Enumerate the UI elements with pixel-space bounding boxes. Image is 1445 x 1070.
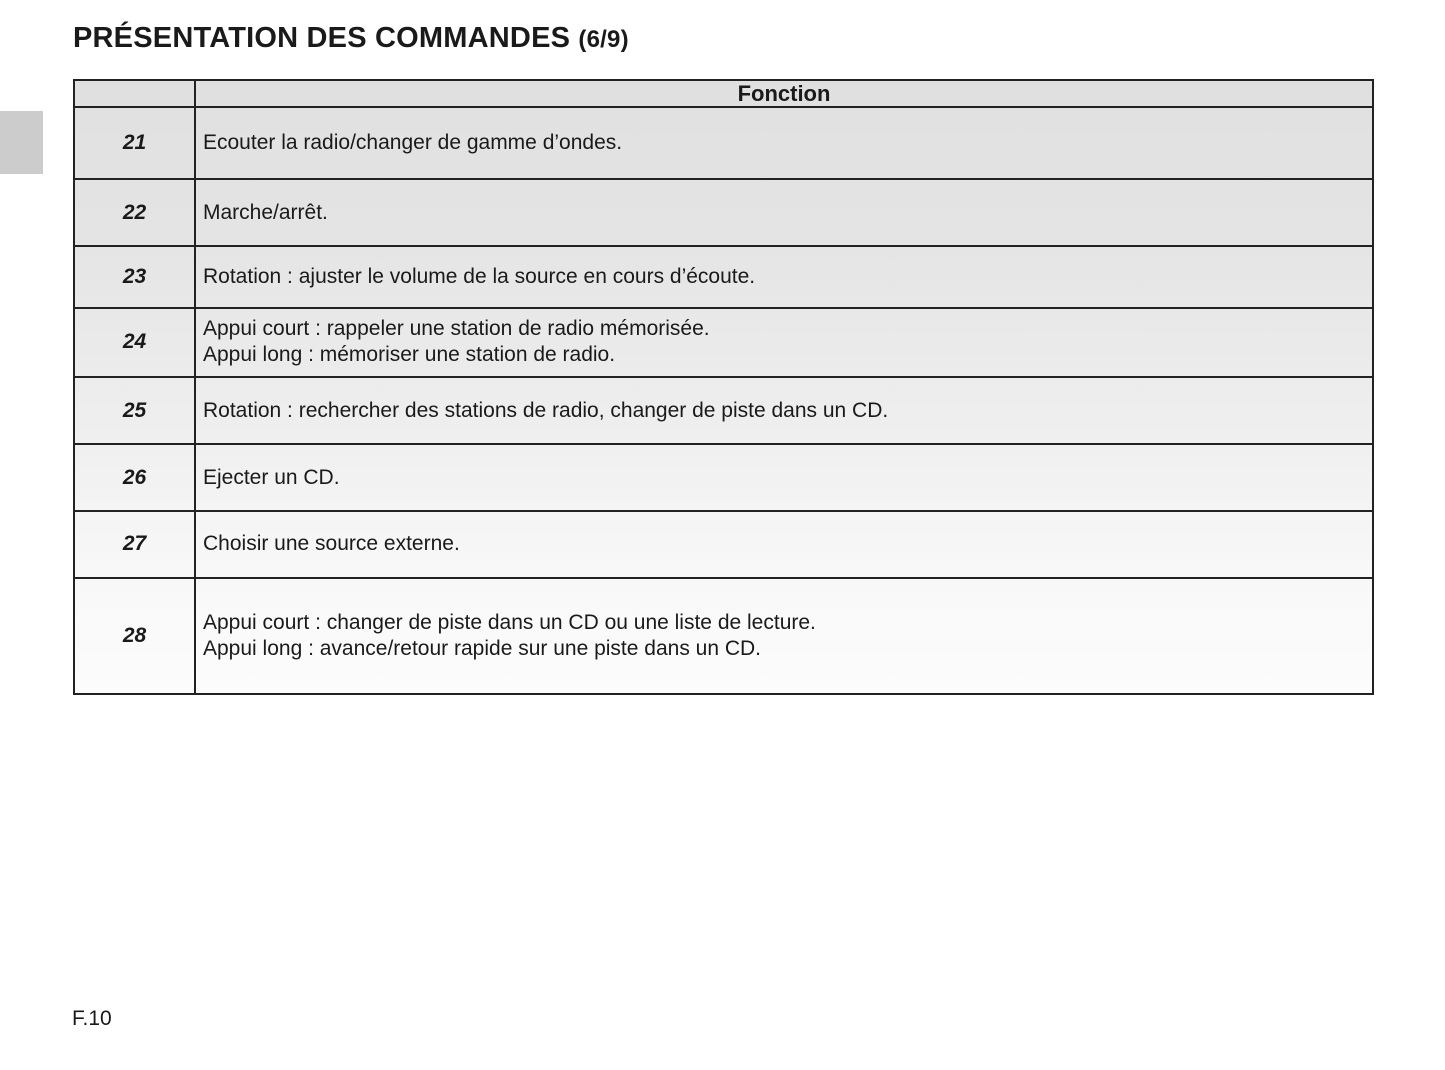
table-row xyxy=(74,308,1373,377)
control-function xyxy=(195,308,1373,377)
section-tab-marker xyxy=(0,111,43,174)
page-indicator: (6/9) xyxy=(578,26,629,53)
control-number: 28 xyxy=(74,578,195,694)
control-number: 21 xyxy=(74,107,195,179)
column-header-number xyxy=(74,80,195,107)
control-function xyxy=(195,107,1373,179)
function-line: Ejecter un CD. xyxy=(203,465,340,489)
table-row xyxy=(74,578,1373,694)
function-line: Appui court : rappeler une station de radio mémorisée. xyxy=(203,317,710,341)
control-number: 27 xyxy=(74,511,195,577)
table-row xyxy=(74,246,1373,307)
function-line: Rotation : rechercher des stations de radio, changer de piste dans un CD. xyxy=(203,398,889,422)
control-function xyxy=(195,444,1373,511)
control-function xyxy=(195,511,1373,577)
function-line: Appui court : changer de piste dans un CD ou une liste de lecture. xyxy=(203,610,816,634)
function-line: Marche/arrêt. xyxy=(203,200,328,224)
page-title xyxy=(73,22,629,55)
control-function xyxy=(195,179,1373,246)
function-line: Choisir une source externe. xyxy=(203,532,460,556)
table-row xyxy=(74,179,1373,246)
function-line: Appui long : mémoriser une station de radio. xyxy=(203,343,616,367)
control-number: 24 xyxy=(74,308,195,377)
function-line: Appui long : avance/retour rapide sur une piste dans un CD. xyxy=(203,636,762,660)
table-row xyxy=(74,377,1373,444)
table-header-row xyxy=(74,80,1373,107)
control-number: 26 xyxy=(74,444,195,511)
control-number: 22 xyxy=(74,179,195,246)
control-number: 25 xyxy=(74,377,195,444)
control-function xyxy=(195,578,1373,694)
function-line: Rotation : ajuster le volume de la source en cours d’écoute. xyxy=(203,265,756,289)
table-row xyxy=(74,444,1373,511)
table-row xyxy=(74,511,1373,577)
function-line: Ecouter la radio/changer de gamme d’ondes. xyxy=(203,131,623,155)
control-function xyxy=(195,246,1373,307)
controls-table-container xyxy=(73,79,1374,695)
control-function xyxy=(195,377,1373,444)
page-title-text: PRÉSENTATION DES COMMANDES xyxy=(73,22,571,54)
controls-table xyxy=(73,79,1374,695)
page-number: F.10 xyxy=(72,1007,112,1030)
table-row xyxy=(74,107,1373,179)
control-number: 23 xyxy=(74,246,195,307)
column-header-function: Fonction xyxy=(195,80,1373,107)
